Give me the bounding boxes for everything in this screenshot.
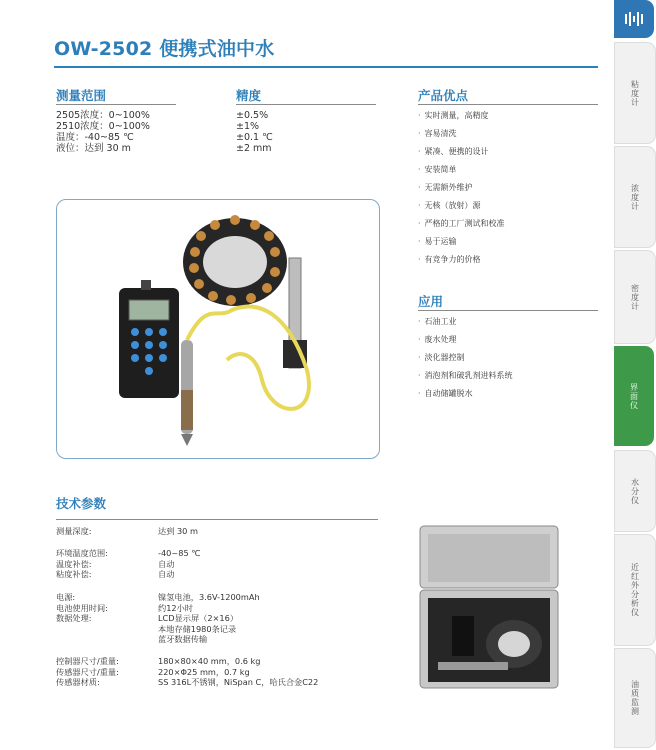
carrying-case-illustration (418, 522, 560, 692)
spec-label: 环境温度范围: (56, 548, 108, 558)
spec-label: 测量深度: (56, 526, 92, 536)
accuracy-line: ±1% (236, 121, 260, 132)
spec-value: LCD显示屏（2×16） (158, 613, 239, 623)
advantage-item: · 有竞争力的价格 (418, 251, 505, 269)
spec-value: 自动 (158, 558, 175, 569)
sidebar-item-density[interactable] (614, 250, 656, 344)
advantages-heading: 产品优点 (418, 88, 469, 103)
spec-label: 控制器尺寸/重量: (56, 656, 119, 666)
spec-value: 180×80×40 mm，0.6 kg (158, 656, 261, 666)
advantages-divider (418, 104, 598, 105)
sidebar-item-nir[interactable] (614, 534, 656, 646)
spec-value: 自动 (158, 569, 175, 579)
advantage-item: · 实时测量，高精度 (418, 107, 505, 125)
spec-label: 电源: (56, 592, 76, 602)
sidebar-item-viscometer[interactable] (614, 42, 656, 144)
sidebar-item-label: 近红外分析仪 (630, 563, 640, 617)
sidebar-item-label: 浓度计 (630, 183, 640, 211)
sidebar-item-label: 界面仪 (629, 382, 639, 410)
advantage-item: · 无需额外维护 (418, 179, 505, 197)
advantage-item: · 安装简单 (418, 161, 505, 179)
advantages-list (418, 107, 505, 269)
application-item: · 石油工业 (418, 313, 513, 331)
applications-heading: 应用 (418, 294, 444, 309)
spec-value: 本地存储1980条记录 (158, 623, 237, 634)
advantage-item: · 无核（放射）源 (418, 197, 505, 215)
sidebar-item-concentration[interactable] (614, 146, 656, 248)
application-item: · 自动储罐脱水 (418, 385, 513, 403)
sidebar-item-label: 水分仪 (630, 477, 640, 505)
range-line: 2505浓度：0~100% (56, 110, 150, 121)
spec-label: 数据处理: (56, 613, 92, 623)
range-line: 2510浓度：0~100% (56, 121, 150, 132)
spec-value: -40~85 ℃ (158, 548, 201, 558)
accuracy-heading: 精度 (236, 88, 262, 103)
application-item: · 废水处理 (418, 331, 513, 349)
device-illustration (57, 200, 379, 458)
spec-value: 约12小时 (158, 602, 193, 613)
sidebar-nav (614, 0, 656, 750)
applications-divider (418, 310, 598, 311)
applications-list (418, 313, 513, 403)
advantage-item: · 易于运输 (418, 233, 505, 251)
application-item: · 消泡剂和破乳剂进料系统 (418, 367, 513, 385)
range-line: 温度：-40~85 ℃ (56, 132, 134, 143)
sidebar-item-label: 油质监测 (630, 680, 640, 716)
sidebar-item-interface[interactable] (614, 346, 654, 446)
sidebar-item-oil-monitoring[interactable] (614, 648, 656, 748)
spec-value: 镍氢电池，3.6V-1200mAh (158, 592, 260, 602)
advantage-item: · 容易清洗 (418, 125, 505, 143)
spec-label: 粘度补偿: (56, 569, 92, 579)
spec-label: 电池使用时间: (56, 602, 108, 613)
range-heading: 测量范围 (56, 88, 107, 103)
title-divider (54, 66, 598, 68)
spec-value: SS 316L不锈钢，NiSpan C，哈氏合金C22 (158, 677, 319, 687)
spec-label: 温度补偿: (56, 558, 92, 569)
advantage-item: · 严格的工厂测试和校准 (418, 215, 505, 233)
page-title: OW-2502 便携式油中水 (54, 38, 275, 60)
range-divider (56, 104, 176, 105)
sidebar-item-label: 粘度计 (630, 79, 640, 107)
accuracy-line: ±0.1 ℃ (236, 132, 273, 143)
sidebar-item-moisture[interactable] (614, 450, 656, 532)
accuracy-line: ±2 mm (236, 143, 272, 154)
brand-logo-icon (624, 11, 644, 27)
spec-label: 传感器尺寸/重量: (56, 666, 119, 677)
sidebar-item-label: 密度计 (630, 283, 640, 311)
spec-value: 蓝牙数据传输 (158, 634, 208, 644)
specs-heading: 技术参数 (56, 496, 107, 511)
advantage-item: · 紧凑、便携的设计 (418, 143, 505, 161)
brand-tab (614, 0, 654, 38)
application-item: · 淡化器控制 (418, 349, 513, 367)
accuracy-line: ±0.5% (236, 110, 269, 121)
spec-label: 传感器材质: (56, 677, 100, 687)
range-line: 液位：达到 30 m (56, 143, 131, 154)
case-photo (418, 522, 560, 692)
spec-value: 220×Φ25 mm，0.7 kg (158, 666, 250, 677)
accuracy-divider (236, 104, 376, 105)
specs-divider (56, 519, 378, 520)
spec-value: 达到 30 m (158, 526, 198, 536)
product-photo (56, 199, 380, 459)
